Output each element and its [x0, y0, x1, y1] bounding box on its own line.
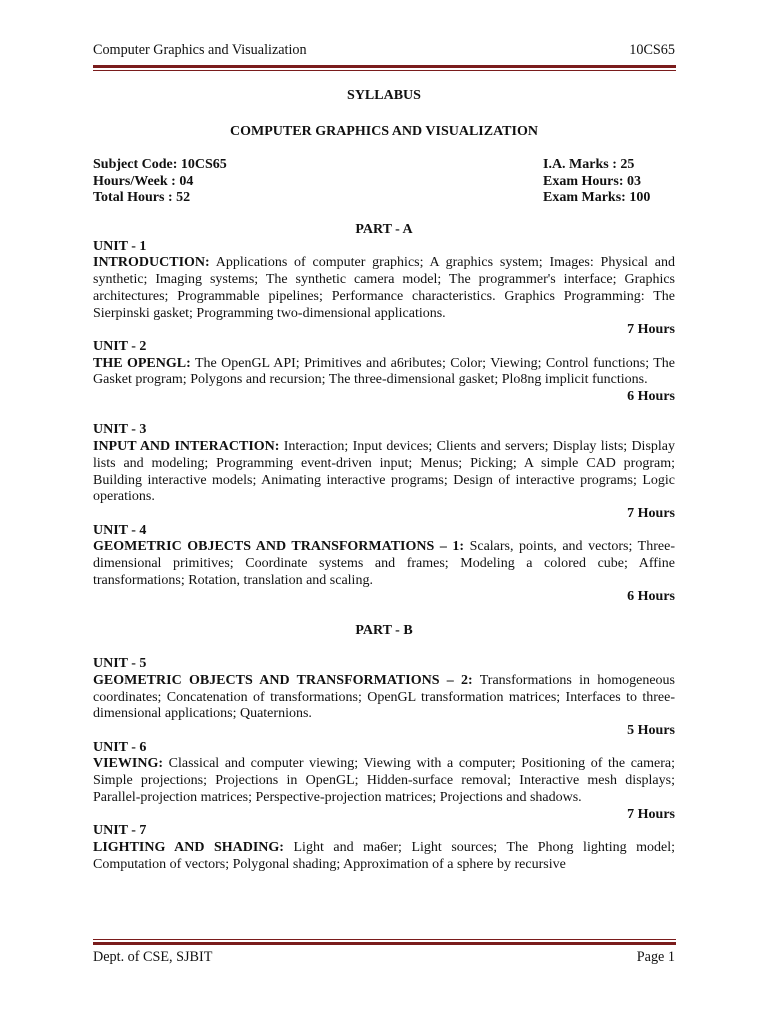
- unit-6-topics: Classical and computer viewing; Viewing with a computer; Positioning of the camera; Simple projections; Projections in OpenGL; Hidden-surface removal; Interactive mesh displays; Parallel-projection matrices; Perspective-projection matrices; Projections and shadows.: [93, 756, 676, 805]
- unit-1-topics: Applications of computer graphics; A graphics system; Images: Physical and synthetic; Imaging systems; The synthetic camera model; The programmer's interface; Graphics architectures; Programmable pipelines; Performance characteristics. Graphics Programming: The Sierpinski gasket; Programming two-dimensional applications.: [93, 255, 676, 321]
- ia-marks: I.A. Marks : 25: [543, 157, 635, 172]
- unit-6-label: UNIT - 6: [93, 739, 147, 755]
- exam-marks: Exam Marks: 100: [543, 190, 651, 206]
- course-meta: [93, 157, 675, 207]
- unit-7-label: UNIT - 7: [93, 823, 147, 839]
- unit-3-topics: Interaction; Input devices; Clients and servers; Display lists; Display lists and modeling; Programming event-driven input; Menus; Picking; A simple CAD program; Building interactive models; Animating interactive programs; Design of interactive programs; Logic operations.: [93, 439, 675, 505]
- page-footer: [93, 949, 675, 966]
- unit-5-description: [93, 673, 675, 723]
- footer-rule-thick: [93, 942, 676, 945]
- syllabus-body: [93, 222, 675, 873]
- unit-4-topics: Scalars, points, and vectors; Three-dimensional primitives; Coordinate systems and frames; Modeling a colored cube; Affine transformations; Rotation, translation and scaling.: [93, 539, 675, 588]
- footer-department: Dept. of CSE, SJBIT: [93, 949, 213, 965]
- unit-5-label: UNIT - 5: [93, 656, 147, 672]
- page-header: [93, 42, 675, 59]
- unit-7-title: LIGHTING AND SHADING:: [93, 839, 284, 855]
- header-rule-thick: [93, 65, 676, 68]
- syllabus-heading: SYLLABUS: [347, 88, 421, 103]
- unit-4-hours: 6 Hours: [627, 589, 675, 605]
- footer-page-number: Page 1: [636, 949, 675, 965]
- unit-4-description: [93, 539, 675, 589]
- footer-rule-thin: [93, 939, 676, 940]
- unit-1-title: INTRODUCTION:: [93, 255, 210, 271]
- unit-4-label: UNIT - 4: [93, 522, 147, 538]
- header-rule-thin: [93, 70, 676, 71]
- unit-7-description: [93, 840, 675, 873]
- header-course-code: 10CS65: [629, 42, 675, 58]
- unit-2-description: [93, 356, 675, 389]
- unit-5-hours: 5 Hours: [627, 723, 675, 739]
- unit-5-title: GEOMETRIC OBJECTS AND TRANSFORMATIONS – 2:: [93, 672, 473, 688]
- unit-2-topics: The OpenGL API; Primitives and a6ributes; Color; Viewing; Control functions; The Gasket program; Polygons and recursion; The three-dimensional gasket; Plo8ng implicit functions.: [93, 355, 676, 388]
- unit-6-hours: 7 Hours: [627, 806, 675, 822]
- total-hours: Total Hours : 52: [93, 190, 191, 206]
- unit-2-title: THE OPENGL:: [93, 355, 191, 371]
- hours-per-week: Hours/Week : 04: [93, 173, 194, 189]
- unit-3-description: [93, 439, 675, 506]
- unit-7-topics: Light and ma6er; Light sources; The Phong lighting model; Computation of vectors; Polygonal shading; Approximation of a sphere by recursive: [93, 839, 676, 872]
- unit-3-label: UNIT - 3: [93, 422, 147, 438]
- unit-5-topics: Transformations in homogeneous coordinates; Concatenation of transformations; OpenGL transformation matrices; Interfaces to three-dimensional applications; Quaternions.: [93, 672, 676, 722]
- unit-3-hours: 7 Hours: [627, 505, 675, 521]
- unit-4-title: GEOMETRIC OBJECTS AND TRANSFORMATIONS – 1:: [93, 539, 465, 555]
- unit-1-description: [93, 255, 675, 322]
- course-heading: COMPUTER GRAPHICS AND VISUALIZATION: [230, 124, 538, 139]
- unit-2-hours: 6 Hours: [627, 389, 675, 405]
- exam-hours: Exam Hours: 03: [543, 173, 641, 189]
- unit-1-label: UNIT - 1: [93, 238, 147, 254]
- unit-3-title: INPUT AND INTERACTION:: [93, 439, 280, 455]
- unit-6-description: [93, 756, 675, 806]
- unit-1-hours: 7 Hours: [627, 322, 675, 338]
- unit-6-title: VIEWING:: [93, 756, 164, 772]
- subject-code: Subject Code: 10CS65: [93, 157, 227, 172]
- header-course-title: Computer Graphics and Visualization: [93, 42, 307, 58]
- part-a-heading: PART - A: [355, 222, 413, 237]
- part-b-heading: PART - B: [355, 622, 413, 638]
- unit-2-label: UNIT - 2: [93, 338, 147, 354]
